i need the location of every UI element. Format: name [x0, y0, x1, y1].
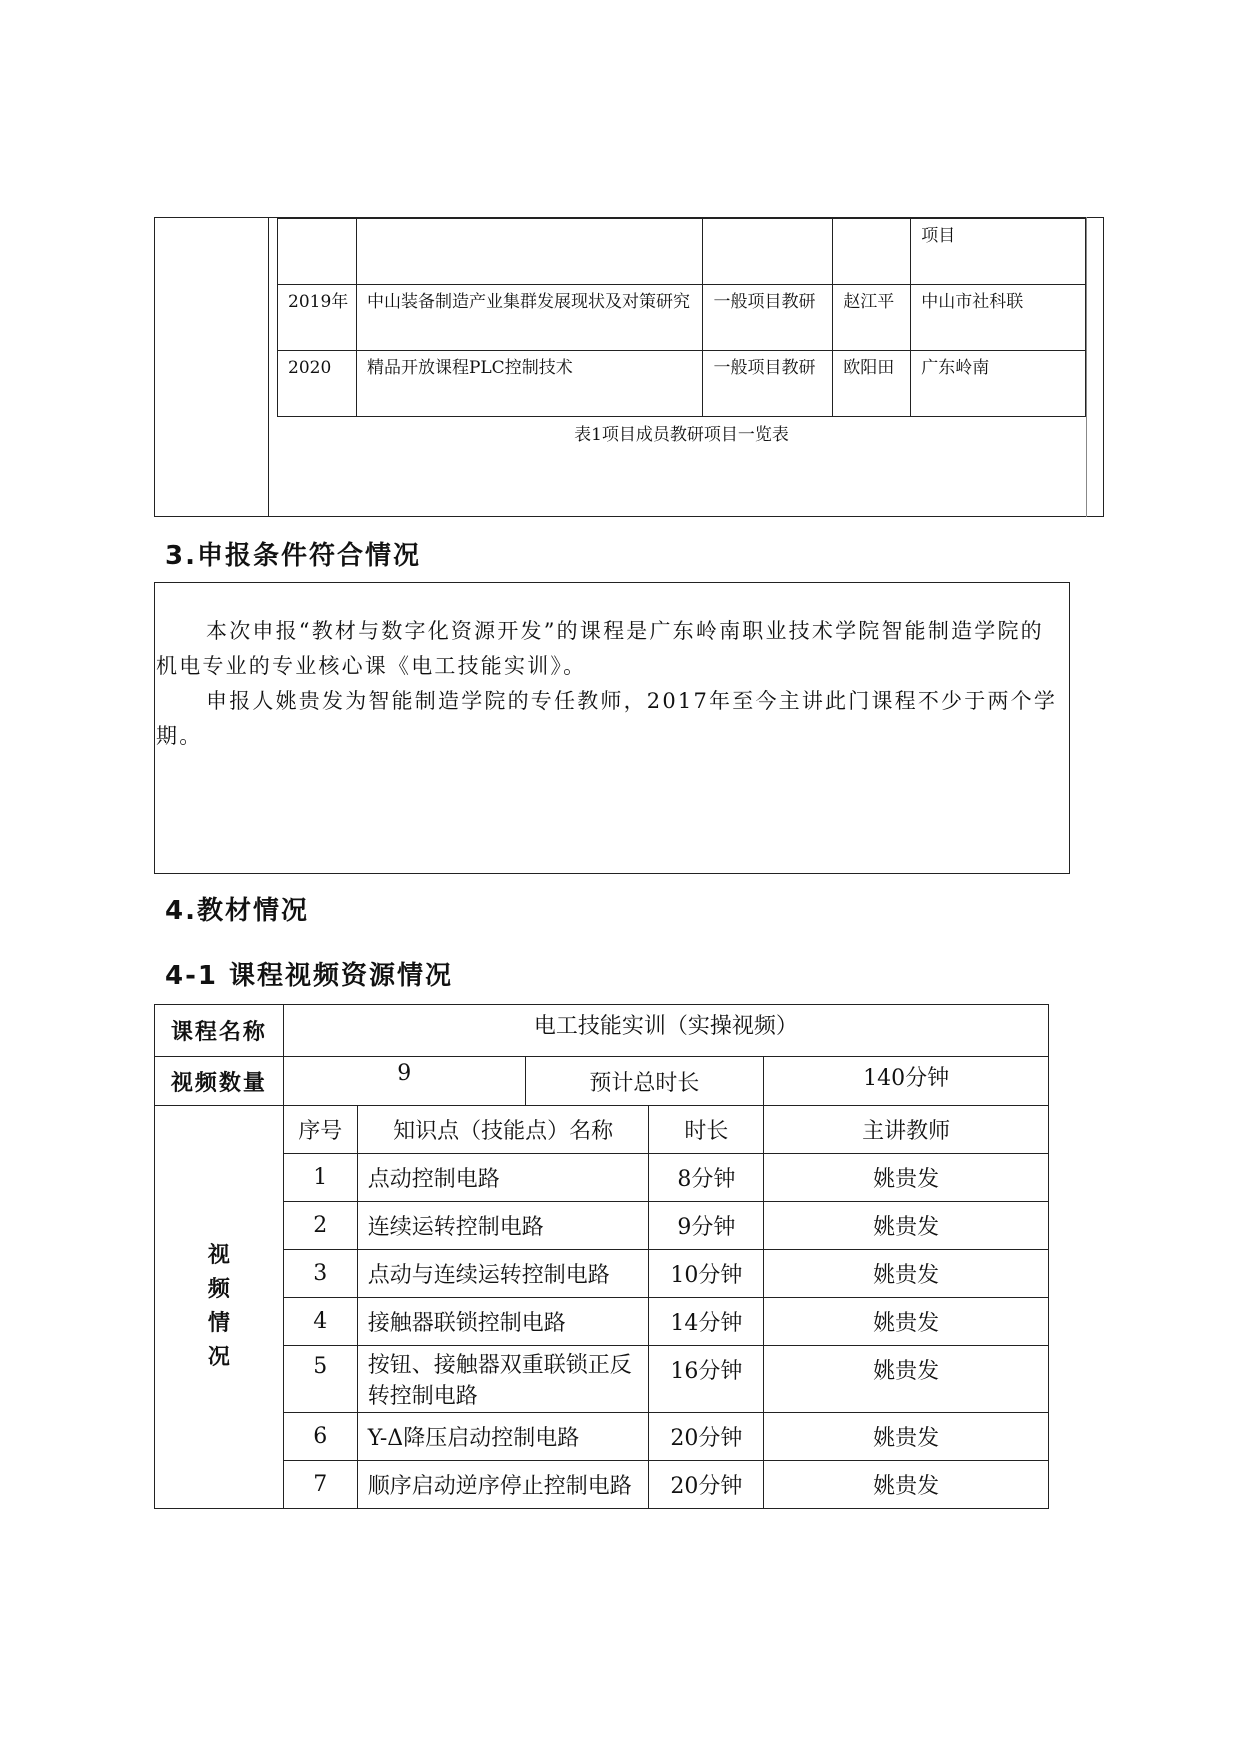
eligibility-text: [156, 614, 1060, 754]
project-name: [356, 219, 703, 285]
video-duration: 10分钟: [649, 1250, 764, 1298]
video-topic: 顺序启动逆序停止控制电路: [357, 1461, 649, 1509]
video-duration: 20分钟: [649, 1413, 764, 1461]
video-section-label: 视频情况: [207, 1243, 230, 1370]
table-row: [155, 1202, 1049, 1250]
video-seq: 2: [283, 1202, 357, 1250]
table-row: [155, 1057, 1049, 1106]
project-name: 中山装备制造产业集群发展现状及对策研究: [356, 285, 703, 351]
video-seq: 6: [283, 1413, 357, 1461]
video-seq: 1: [283, 1154, 357, 1202]
video-teacher: 姚贵发: [764, 1461, 1049, 1509]
project-leader: 欧阳田: [833, 351, 911, 417]
table-row: [155, 1250, 1049, 1298]
project-year: [278, 219, 357, 285]
project-source: 项目: [911, 219, 1086, 285]
video-teacher: 姚贵发: [764, 1154, 1049, 1202]
video-count-label: 视频数量: [155, 1057, 284, 1106]
section-4-1-heading: 4-1 课程视频资源情况: [165, 961, 454, 991]
video-duration: 20分钟: [649, 1461, 764, 1509]
video-topic: 点动与连续运转控制电路: [357, 1250, 649, 1298]
project-year: 2019年: [278, 285, 357, 351]
research-projects-table: [277, 218, 1086, 417]
table-caption: 表1项目成员教研项目一览表: [574, 425, 789, 445]
table-row: [155, 1005, 1049, 1057]
eligibility-paragraph: 本次申报“教材与数字化资源开发”的课程是广东岭南职业技术学院智能制造学院的机电专业的专业核心课《电工技能实训》。: [156, 619, 1044, 678]
video-teacher: 姚贵发: [764, 1346, 1049, 1413]
video-seq: 7: [283, 1461, 357, 1509]
video-topic: 点动控制电路: [357, 1154, 649, 1202]
table-row: [155, 1413, 1049, 1461]
project-leader: [833, 219, 911, 285]
project-type: 一般项目教研: [703, 285, 833, 351]
video-duration: 16分钟: [649, 1346, 764, 1413]
project-year: 2020: [278, 351, 357, 417]
video-seq: 5: [283, 1346, 357, 1413]
video-resource-table: [154, 1004, 1049, 1509]
video-duration: 8分钟: [649, 1154, 764, 1202]
video-count-value: 9: [283, 1057, 525, 1106]
video-teacher: 姚贵发: [764, 1202, 1049, 1250]
video-teacher: 姚贵发: [764, 1413, 1049, 1461]
video-teacher: 姚贵发: [764, 1250, 1049, 1298]
table-row: [155, 1346, 1049, 1413]
video-teacher: 姚贵发: [764, 1298, 1049, 1346]
table-row: [155, 1461, 1049, 1509]
frame-divider-right: [1086, 217, 1087, 517]
total-duration-value: 140分钟: [764, 1057, 1049, 1106]
video-topic: 按钮、接触器双重联锁正反转控制电路: [357, 1346, 649, 1413]
course-name-value: 电工技能实训（实操视频）: [283, 1005, 1048, 1057]
eligibility-paragraph: 申报人姚贵发为智能制造学院的专任教师，2017年至今主讲此门课程不少于两个学期。: [156, 689, 1058, 748]
section-3-heading: 3.申报条件符合情况: [165, 541, 421, 571]
project-source: 广东岭南: [911, 351, 1086, 417]
section-4-heading: 4.教材情况: [165, 896, 309, 926]
video-duration: 14分钟: [649, 1298, 764, 1346]
table-row: [155, 1154, 1049, 1202]
course-name-label: 课程名称: [155, 1005, 284, 1057]
video-duration: 9分钟: [649, 1202, 764, 1250]
table-header-row: [155, 1106, 1049, 1154]
header-teacher: 主讲教师: [764, 1106, 1049, 1154]
header-seq: 序号: [283, 1106, 357, 1154]
project-leader: 赵江平: [833, 285, 911, 351]
video-section-label-cell: [155, 1106, 284, 1509]
header-duration: 时长: [649, 1106, 764, 1154]
video-topic: Y-Δ降压启动控制电路: [357, 1413, 649, 1461]
project-name: 精品开放课程PLC控制技术: [356, 351, 703, 417]
project-type: [703, 219, 833, 285]
frame-divider: [268, 217, 269, 517]
table-row: [278, 219, 1086, 285]
total-duration-label: 预计总时长: [525, 1057, 764, 1106]
table-row: [278, 285, 1086, 351]
video-seq: 4: [283, 1298, 357, 1346]
project-type: 一般项目教研: [703, 351, 833, 417]
video-topic: 连续运转控制电路: [357, 1202, 649, 1250]
header-topic: 知识点（技能点）名称: [357, 1106, 649, 1154]
video-topic: 接触器联锁控制电路: [357, 1298, 649, 1346]
video-seq: 3: [283, 1250, 357, 1298]
table-row: [278, 351, 1086, 417]
project-source: 中山市社科联: [911, 285, 1086, 351]
table-row: [155, 1298, 1049, 1346]
